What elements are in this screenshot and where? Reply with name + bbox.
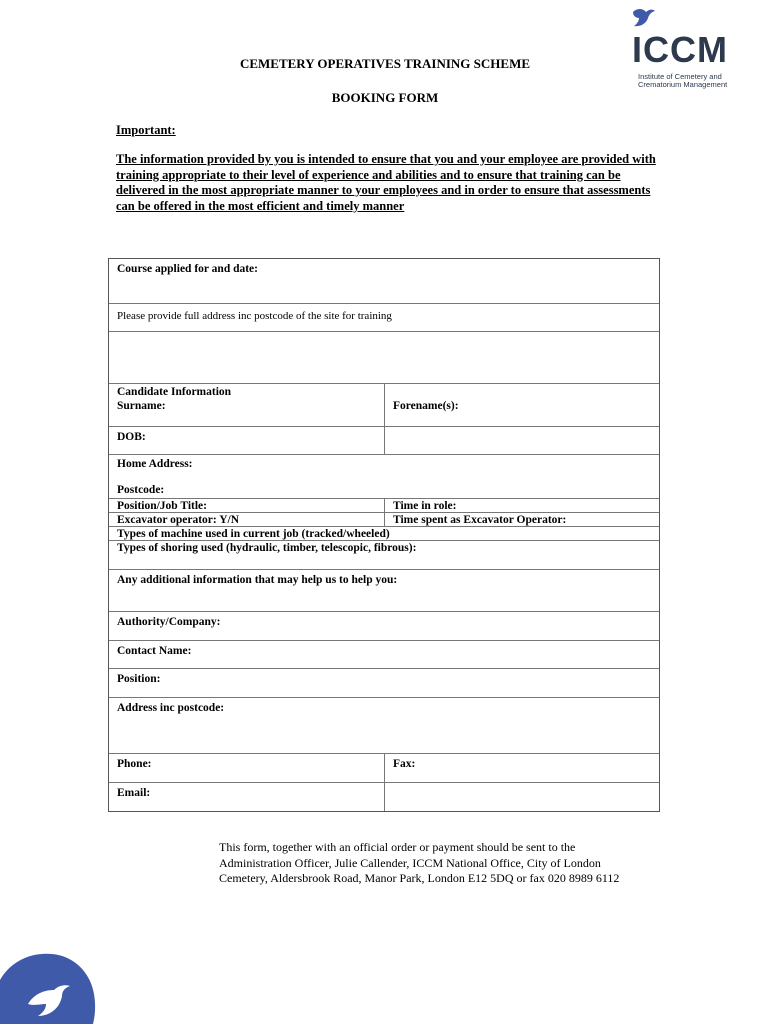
position-field[interactable]: Position: <box>117 673 161 685</box>
machine-types-field[interactable]: Types of machine used in current job (tracked/wheeled) <box>117 528 390 540</box>
form-row-home-address <box>109 454 659 498</box>
surname-field[interactable] <box>109 384 385 426</box>
address-postcode-field[interactable]: Address inc postcode: <box>117 702 225 714</box>
form-row-additional-info <box>109 569 659 611</box>
course-field[interactable]: Course applied for and date: <box>117 263 258 275</box>
logo-subtitle-line1: Institute of Cemetery and <box>638 72 722 81</box>
form-row-phone-fax <box>109 753 659 782</box>
form-row-machine-types <box>109 526 659 540</box>
form-row-authority <box>109 611 659 640</box>
candidate-info-heading: Candidate Information <box>117 386 232 398</box>
excavator-operator-field[interactable]: Excavator operator: Y/N <box>109 513 385 526</box>
phone-field[interactable]: Phone: <box>109 754 385 782</box>
email-field[interactable]: Email: <box>109 783 385 811</box>
home-address-field[interactable] <box>109 455 659 498</box>
form-row-shoring <box>109 540 659 569</box>
form-row-contact-name <box>109 640 659 668</box>
time-in-role-field[interactable]: Time in role: <box>393 500 457 512</box>
form-row-site-address-label <box>109 303 659 331</box>
booking-form-table <box>108 258 660 812</box>
important-label: Important: <box>116 123 176 137</box>
dove-icon <box>630 6 656 30</box>
important-text: The information provided by you is intended to ensure that you and your employee are provided with training appropriate to their level of experience and abilities and to ensure that training can be delivered in the most appropriate manner to your employees and in order to ensure that assessments can be offered in the most efficient and timely manner <box>116 152 656 213</box>
form-row-surname <box>109 383 659 426</box>
form-row-course <box>109 259 659 303</box>
form-row-position-title <box>109 498 659 512</box>
authority-field[interactable]: Authority/Company: <box>117 616 221 628</box>
form-row-email <box>109 782 659 811</box>
site-address-label: Please provide full address inc postcode of the site for training <box>117 310 392 322</box>
form-row-position <box>109 668 659 697</box>
dove-watermark-icon <box>0 950 100 1024</box>
logo-subtitle <box>638 73 727 89</box>
page-title: CEMETERY OPERATIVES TRAINING SCHEME <box>239 56 531 71</box>
dob-empty-cell <box>385 427 659 454</box>
logo-subtitle-line2: Crematorium Management <box>638 80 728 89</box>
form-row-excavator <box>109 512 659 526</box>
email-empty-cell <box>385 783 659 811</box>
site-address-field[interactable] <box>109 332 659 383</box>
shoring-types-field[interactable]: Types of shoring used (hydraulic, timber, telescopic, fibrous): <box>117 542 417 554</box>
surname-label: Surname: <box>117 400 166 412</box>
page-subtitle: BOOKING FORM <box>331 90 439 105</box>
form-row-site-address <box>109 331 659 383</box>
additional-info-field[interactable]: Any additional information that may help us to help you: <box>117 574 398 586</box>
forenames-field[interactable]: Forename(s): <box>393 400 459 412</box>
iccm-logo <box>628 6 753 90</box>
submission-instructions: This form, together with an official order or payment should be sent to the Administration Officer, Julie Callender, ICCM National Office, City of London Cemetery, Aldersbrook Road, Manor Park, London E12 5DQ or fax 020 8989 6112 <box>219 840 620 885</box>
form-row-address-postcode <box>109 697 659 753</box>
dob-field[interactable]: DOB: <box>109 427 385 454</box>
fax-field[interactable]: Fax: <box>393 758 416 770</box>
position-title-field[interactable]: Position/Job Title: <box>109 499 385 512</box>
logo-wordmark: ICCM <box>632 29 728 70</box>
contact-name-field[interactable]: Contact Name: <box>117 645 192 657</box>
home-address-label: Home Address: <box>117 458 193 470</box>
form-row-dob <box>109 426 659 454</box>
postcode-label: Postcode: <box>117 484 165 496</box>
time-excavator-field[interactable]: Time spent as Excavator Operator: <box>393 514 567 526</box>
